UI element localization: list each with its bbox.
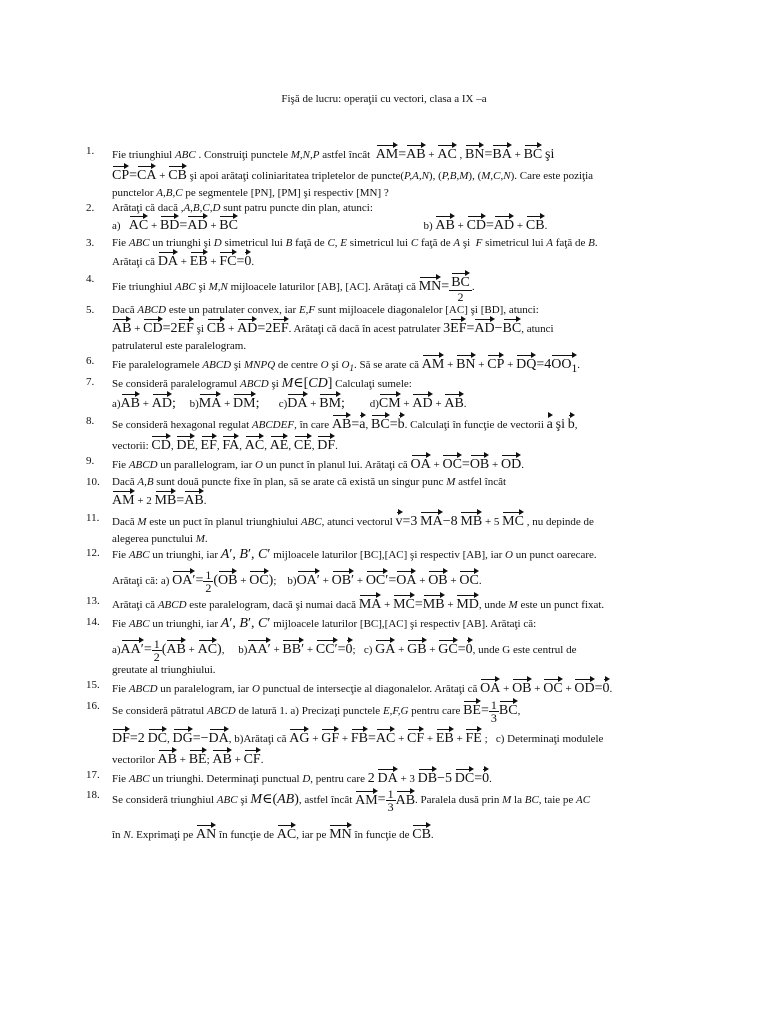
problem-number: 5. bbox=[86, 304, 95, 317]
problem-10: 10. Dacă A,B sunt două puncte fixe în plan, să se arate că există un singur punc M astfel încât AM + 2 MB=AB. bbox=[86, 475, 507, 508]
problem-number: 2. bbox=[86, 201, 95, 214]
problem-12: 12. Fie ABC un triunghi, iar A′, B′, C′ mijloacele laturilor [BC],[AC] şi respectiv [AB], iar O un punct oarecare. Arătaţi că: a) OA′= $\frac{1}{2}$ (OB + OC); b)OA′ + OB′ + OC′=OA + OB + OC. bbox=[86, 547, 597, 596]
problem-number: 16. bbox=[86, 699, 100, 712]
problem-3: 3. Fie ABC un triunghi şi D simetricul lui B faţă de C, E simetricul lui C faţă de A şi F simetricul lui A faţă de B. Arătaţi că DA + EB + FC=0. bbox=[86, 237, 598, 270]
problem-list bbox=[86, 144, 686, 843]
problem-17: 17. Fie ABC un triunghi. Determinaţi punctual D, pentru care 2 DA + 3 DB−5 DC=0. bbox=[86, 768, 492, 786]
problem-number: 17. bbox=[86, 768, 100, 781]
problem-number: 15. bbox=[86, 678, 100, 691]
problem-number: 8. bbox=[86, 415, 95, 428]
problem-5: 5. Dacă ABCD este un patrulater convex, iar E,F sunt mijloacele diagonalelor [AC] şi [BD], atunci: AB + CD=2EF şi CB + AD=2EF. Arătaţi că dacă în acest patrulater 3EF=AD−BC, atunci patrulaterul este paralelogram. bbox=[86, 304, 554, 352]
problem-number: 1. bbox=[86, 145, 95, 157]
problem-number: 10. bbox=[86, 475, 100, 488]
problem-number: 9. bbox=[86, 455, 95, 468]
problem-15: 15. Fie ABCD un paralelogram, iar O punctual de intersecţie al diagonalelor. Arătaţi că OA + OB + OC + OD=0. bbox=[86, 678, 613, 696]
problem-1: 1. Fie triunghiul ABC . Construiţi punctele M,N,P astfel încât AM=AB + AC , BN=BA + BC şi CP=CA + CB şi apoi arătaţi coliniaritatea tripletelor de puncte(P,A,N), (P,B,M), (M,C,N). Care este poziţia punctelor A,B,C pe segmentele [PN], [PM] şi respectiv [MN] ? bbox=[86, 145, 594, 199]
page-title: Fişă de lucru: operaţii cu vectori, clasa a IX –a bbox=[281, 93, 487, 105]
problem-number: 4. bbox=[86, 273, 95, 286]
problem-4: 4. Fie triunghiul ABC şi M,N mijloacele laturilor [AB], [AC]. Arătaţi că MN= $\frac{BC}{2}$ . bbox=[86, 273, 475, 305]
problem-number: 18. bbox=[86, 789, 100, 802]
problem-number: 7. bbox=[86, 375, 95, 388]
problem-number: 14. bbox=[86, 616, 100, 629]
problem-11: 11. Dacă M este un puct în planul triunghiului ABC, atunci vectorul v=3 MA−8 MB + 5 MC , nu depinde de alegerea punctului M. bbox=[86, 511, 594, 545]
problem-13: 13. Arătaţi că ABCD este paralelogram, dacă şi numai dacă MA + MC=MB + MD, unde M este un punct fixat. bbox=[86, 595, 605, 613]
problem-number: 6. bbox=[86, 354, 95, 367]
problem-number: 11. bbox=[86, 511, 100, 524]
problem-18: 18. Se consideră triunghiul ABC şi M∈(AB), astfel încât AM= $\frac{1}{3}$ AB. Paralela dusă prin M la BC, taie pe AC în N. Exprimaţi pe AN în funcţie de AC, iar pe MN în funcţie de CB. bbox=[86, 787, 591, 843]
problem-number: 12. bbox=[86, 547, 100, 560]
problem-7: 7. Se consideră paralelogramul ABCD şi M∈[CD] Calculaţi sumele: a)AB + AD; b)MA + DM; c)DA + BM; d)CM + AD + AB. bbox=[86, 375, 467, 412]
problem-6: 6. Fie paralelogramele ABCD şi MNPQ de centre O şi $O_1$. Să se arate că AM + BN + CP + $DQ=4OO_1$. bbox=[86, 354, 581, 375]
problem-2: 2. Arătaţi că dacă ,A,B,C,D sunt patru puncte din plan, atunci: a) AC + BD=AD + BC b) AB + CD=AD + CB. bbox=[86, 201, 548, 234]
problem-number: 3. bbox=[86, 237, 95, 250]
problem-14: 14. Fie ABC un triunghi, iar A′, B′, C′ mijloacele laturilor [BC],[AC] şi respectiv [AB]. Arătaţi că: a)AA′= $\frac{1}{2}$ (AB + AC), b)AA′ + BB′ + CC′=0; c) GA + GB + GC=0, unde G este centrul de greutate al triunghiului. bbox=[86, 616, 577, 677]
problem-9: 9. Fie ABCD un parallelogram, iar O un punct în planul lui. Arătaţi că OA + OC=OB + OD. bbox=[86, 455, 524, 473]
problem-8: 8. Se consideră hexagonal regulat ABCDEF, în care AB=a, BC=b. Calculaţi în funcţie de vectorii a şi b, vectorii: CD, DE, EF, FA, AC, AE, CE, DF. bbox=[86, 415, 578, 454]
problem-number: 13. bbox=[86, 595, 100, 608]
problem-16: 16. Se consideră pătratul ABCD de latură 1. a) Precizaţi punctele E,F,G pentru care BE= $\frac{1}{3}$ BC, DF=2 DC, DG=−DA, b)Arătaţi că AG + GF + FB=AC + CF + EB + FE ; c) Determinaţi modulele vectorilor AB + BE; AB + CF. bbox=[86, 697, 604, 767]
